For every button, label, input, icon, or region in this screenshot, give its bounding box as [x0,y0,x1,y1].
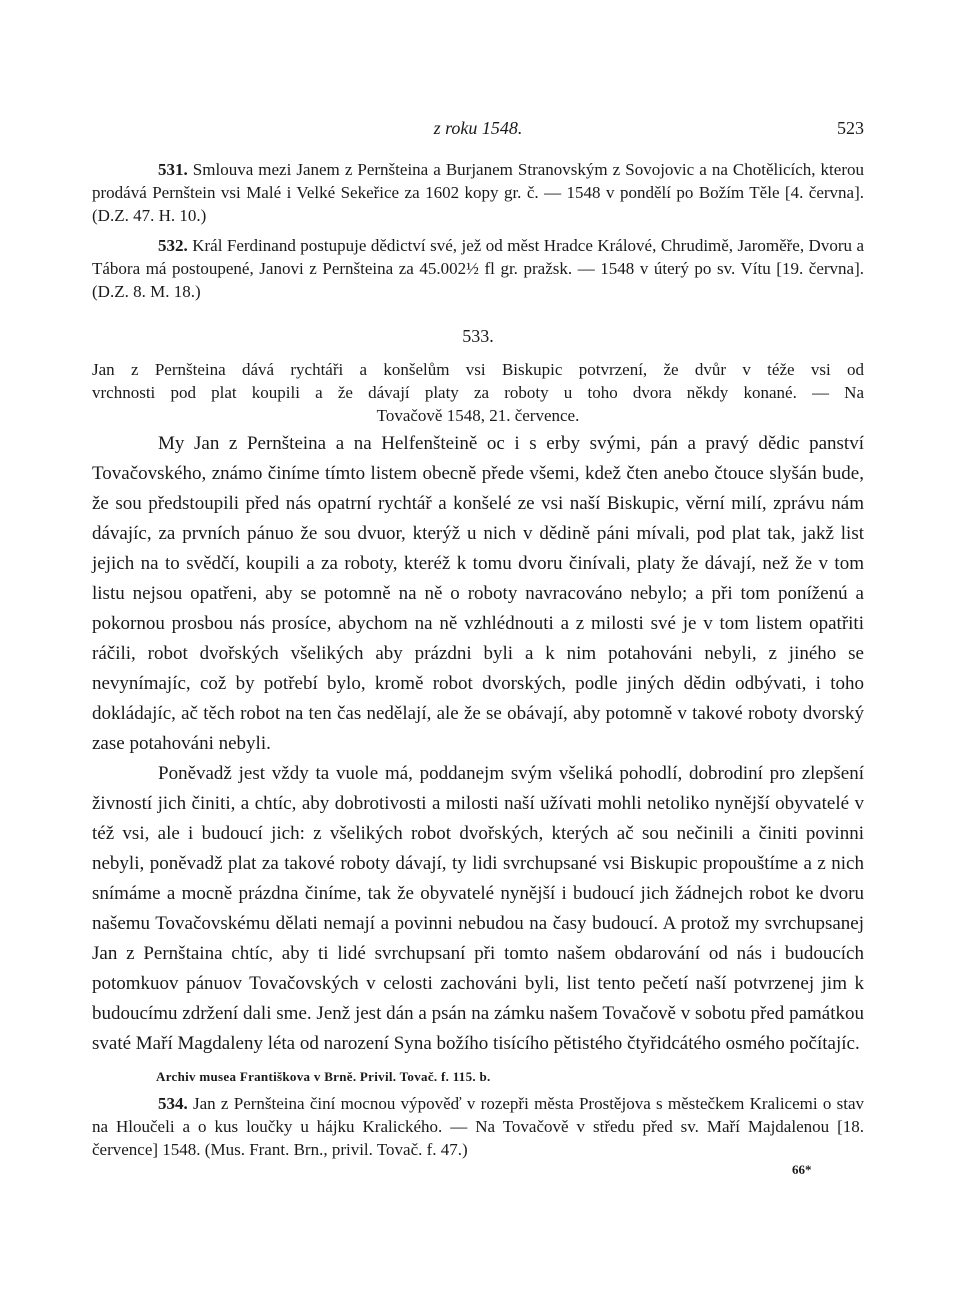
page-header [92,118,864,142]
entry-number: 531. [158,160,188,179]
entry-number: 534. [158,1094,188,1113]
entry-number: 532. [158,236,188,255]
archive-citation: Archiv musea Františkova v Brně. Privil. Tovač. f. 115. b. [156,1069,491,1084]
document-regest [92,358,864,427]
document-body [92,429,864,1059]
entry-531 [92,158,864,227]
entry-text: Smlouva mezi Janem z Pernšteina a Burjanem Stranovským z Sovojovic a na Chotělicích, kterou prodává Pernštein vsi Malé i Velké Sekeřice za 1602 kopy gr. č. — 1548 v pondělí po Božím Těle [4. června]. (D.Z. 47. H. 10.) [92,160,864,225]
body-paragraph: Poněvadž jest vždy ta vuole má, poddanejm svým všeliká pohodlí, dobrodiní pro zlepšení živností jich činiti, a chtíc, aby dobrotivosti a milosti naší užívati mohli netoliko nynější obyvatelé v též vsi, ale i budoucí jich: z všelikých robot dvořských, kterých ač sou nečinili a činiti povinni nebyli, poněvadž plat za takové roboty dávají, ty lidi svrchupsané vsi Biskupic propouštíme a z nich snímáme a mocně prázdna činíme, tak že obyvatelé nynější i budoucí jich žádnejch robot ke dvoru našemu Tovačovskému dělati nemají a povinni nebudou na časy budoucí. A protož my svrchupsanej Jan z Pernštaina chtíc, aby ti lidé svrchupsaní při tomto našem obdarování od nás i budoucích potomkuov pánuov Tovačovských v celosti zachováni byli, list tento pečetí naší potvrzenej jim k budoucímu zdržení dali sme. Jenž jest dán a psán na zámku našem Tovačově v sobotu před památkou svaté Maří Magdaleny léta od narození Syna božího tisícího pětistého čtyřidcátého osmého počítajíc. [92,763,864,1054]
regest-line: Jan z Pernšteina dává rychtáři a konšelům vsi Biskupic potvrzení, že dvůr v téže vsi od [92,360,864,379]
entry-534 [92,1092,864,1161]
regest-line: vrchnosti pod plat koupili a že dávají platy za roboty u toho dvora někdy konané. — Na [92,383,864,402]
regest-line: Tovačově 1548, 21. července. [376,406,580,425]
entry-532 [92,234,864,303]
printer-signature: 66* [792,1162,812,1177]
page-number: 523 [837,118,864,138]
body-paragraph: My Jan z Pernšteina a na Helfenšteině oc i s erby svými, pán a pravý dědic panství Tovačovského, známo činíme tímto listem obecně přede všemi, kdež čten anebo čtouce slyšán bude, že sou předstoupili před nás opatrní rychtář a konšelé ze vsi naší Biskupic, věrní milí, zprávu nám dávajíc, za prvních pánuo že sou dvuor, kterýž u nich v dědině páni mívali, pod plat tak, jakž list jejich na to svědčí, koupili a za roboty, kteréž k tomu dvoru činívali, platy že dávají, než že v tom listu nejsou opatřeni, aby se potomně na ně o roboty navracováno nebylo; a při tom poníženú a pokornou prosbou nás prosíce, abychom na ně vzhlédnouti a z milosti své je v tom listem opatřiti ráčili, robot dvořských všelikých aby prázdni byli a k nim potahováni nebyli, z jiného se nevynímajíc, což by potřebí bylo, kromě robot dvorských, podle jiných dědin odbývati, i toho dokládajíc, ač těch robot na ten čas nedělají, ale že se obávají, aby potomně v takové roboty dvorský zase potahováni nebyli. [92,433,864,754]
document-number: 533. [462,326,494,346]
running-title: z roku 1548. [433,118,523,138]
entry-text: Král Ferdinand postupuje dědictví své, jež od měst Hradce Králové, Chrudimě, Jaroměře, Dvoru a Tábora má postoupené, Janovi z Pernšteina za 45.002½ fl gr. pražsk. — 1548 v úterý po sv. Vítu [19. června]. (D.Z. 8. M. 18.) [92,236,864,301]
entry-text: Jan z Pernšteina činí mocnou výpověď v rozepři města Prostějova s městečkem Kralicemi o stav na Hloučeli a o kus loučky u hájku Kralického. — Na Tovačově v středu před sv. Maří Majdalenou [18. července] 1548. (Mus. Frant. Brn., privil. Tovač. f. 47.) [92,1094,864,1159]
